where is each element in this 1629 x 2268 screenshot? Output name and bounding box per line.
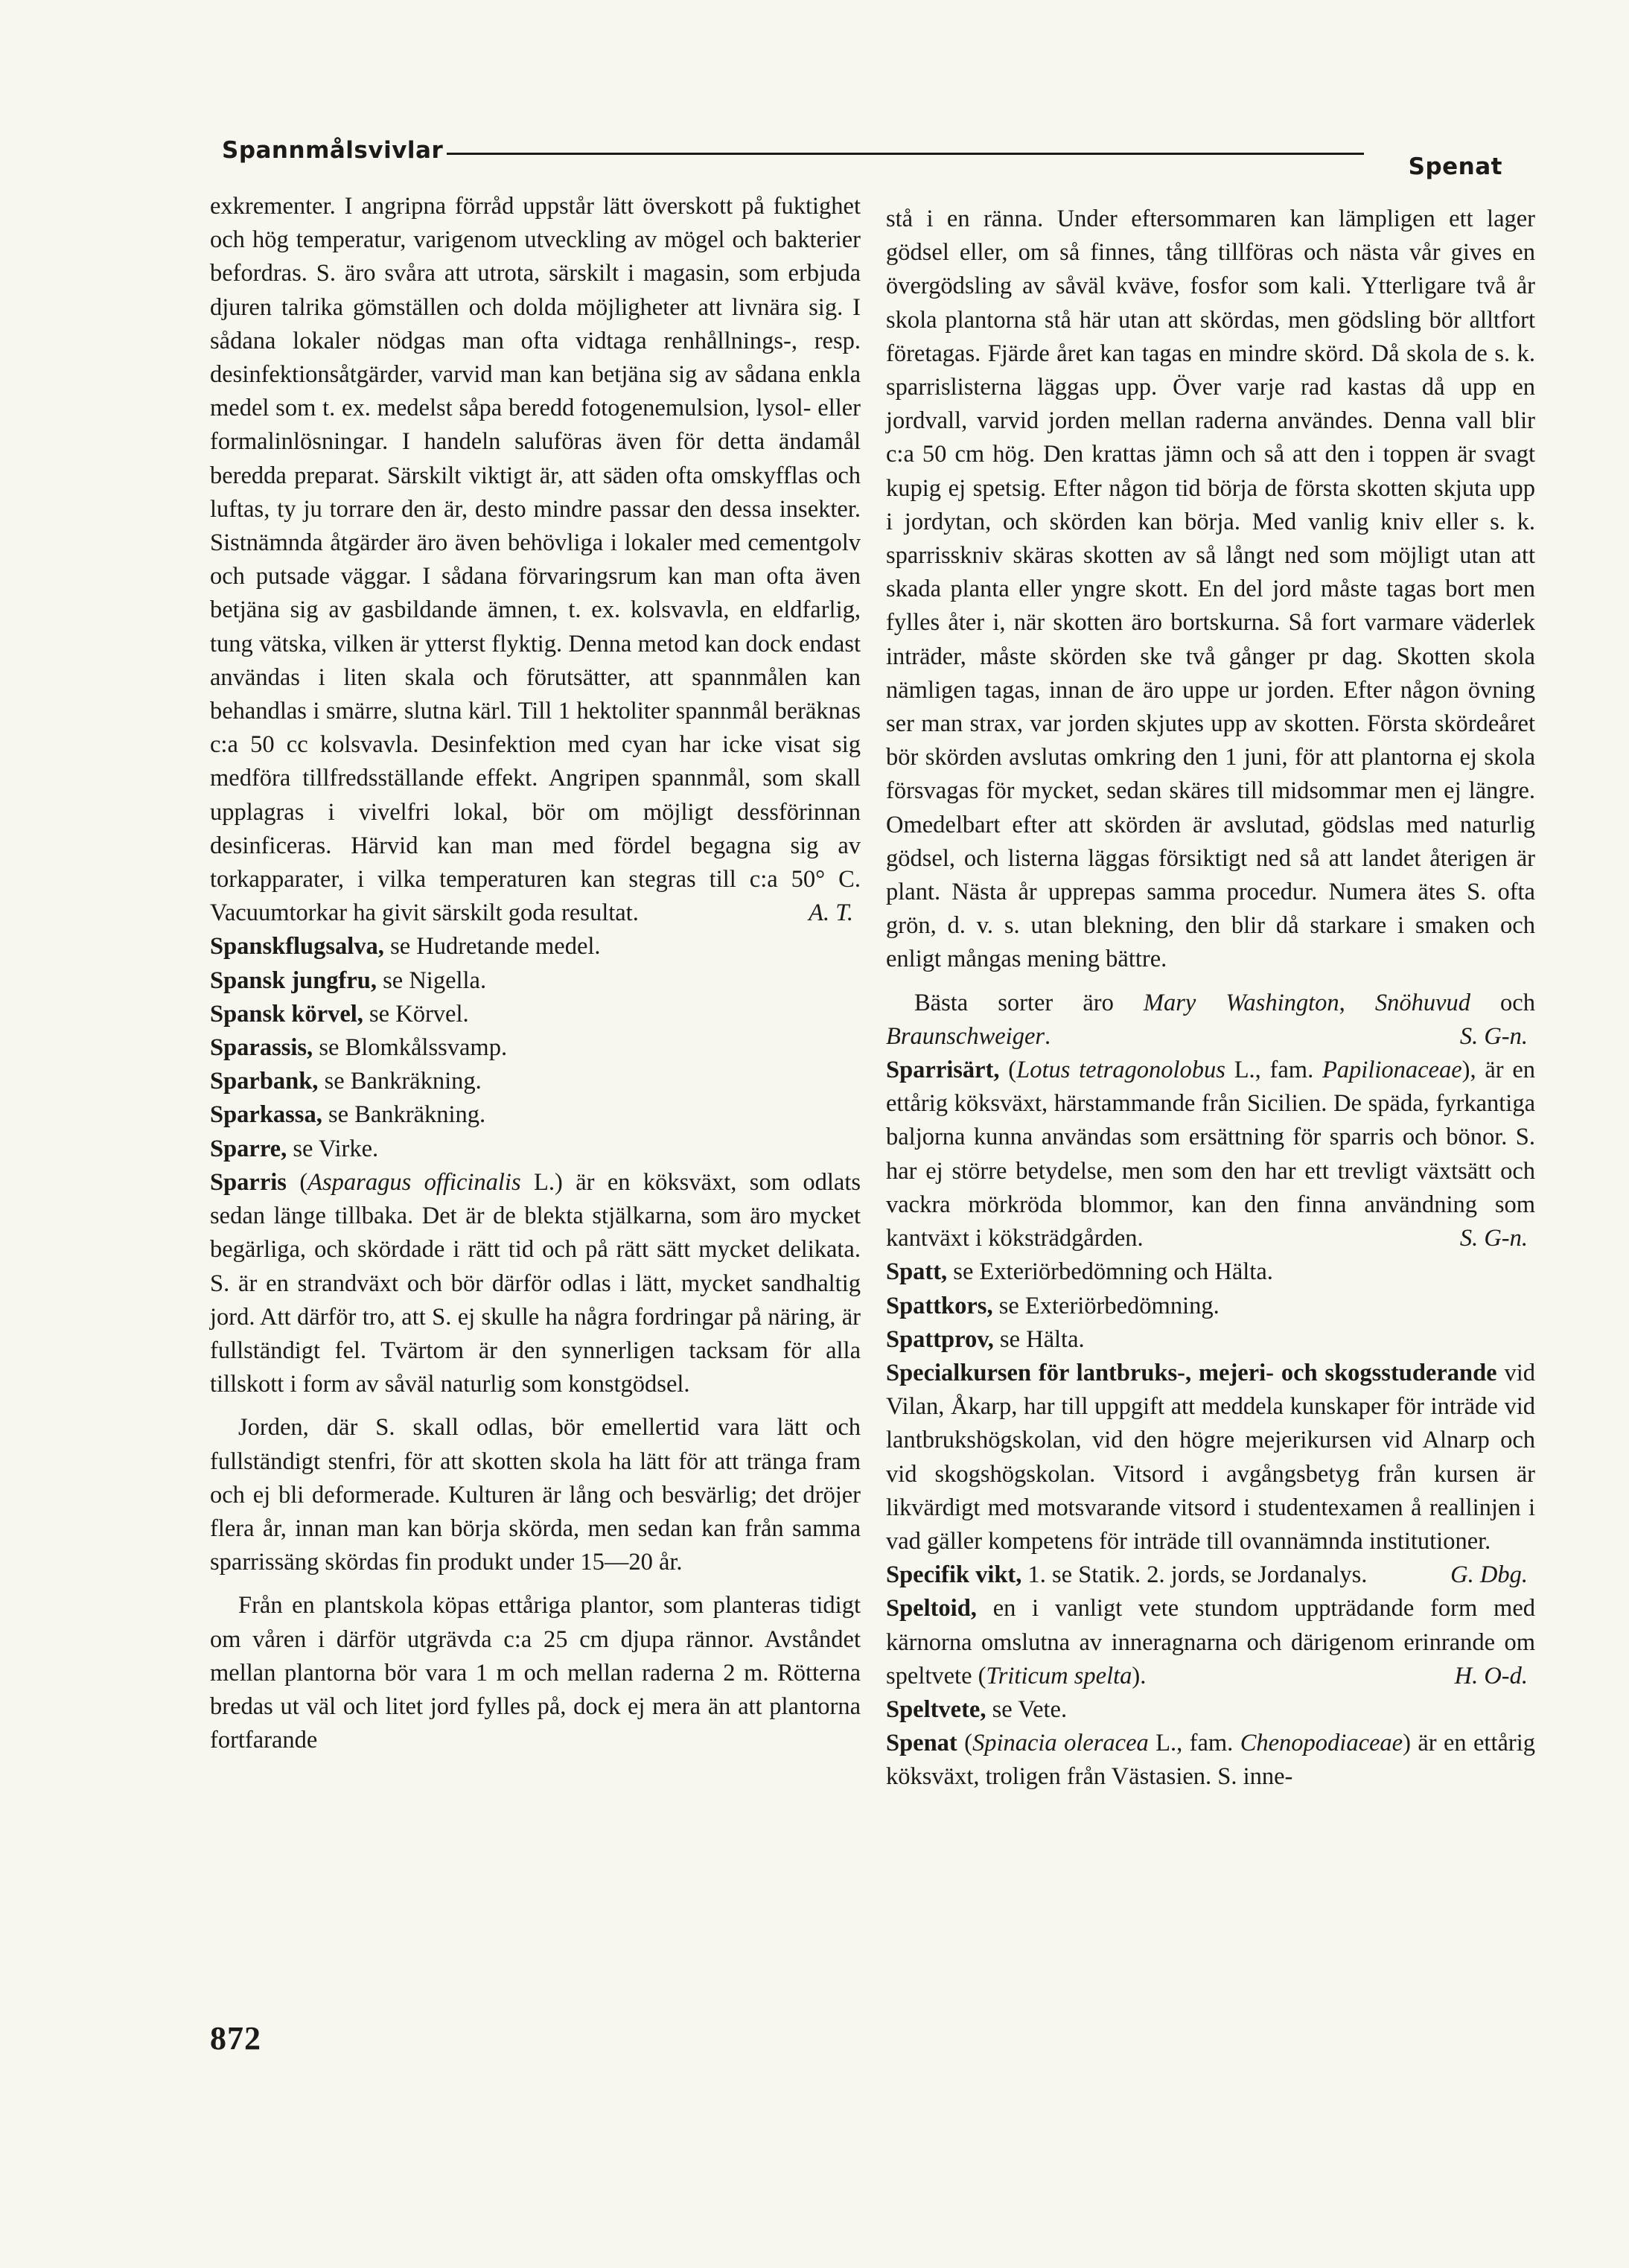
entry-spattkors: Spattkors, se Exteriörbedömning.: [886, 1292, 1220, 1319]
entry-spanskflugsalva: Spanskflugsalva, se Hudretande medel.: [210, 933, 601, 961]
entry-speltvete: Speltvete, se Vete.: [886, 1695, 1068, 1723]
header-rule: [447, 153, 1364, 155]
running-header: [222, 133, 1502, 180]
entry-sparrisart: Sparrisärt, (Lotus tetragonolobus L., fam. Papilionaceae), är en ettårig köksväxt, härstammande från Sicilien. De späda, fyrkantiga baljorna kunna användas som ersättning för sparris och bönor. S. har ej större betydelse, men som den har ett trevligt växtsätt och vackra mörkröda blommor, kan den finna användning som kantväxt i köksträdgården. S. G-n.: [886, 1054, 1535, 1255]
header-right-word: Spenat: [1408, 153, 1502, 180]
entry-specifik-vikt: Specifik vikt, 1. se Statik. 2. jords, se Jordanalys.: [886, 1561, 1368, 1589]
entry-speltoid: Speltoid, en i vanligt vete stundom uppträdande form med kärnorna omslutna av inneragnarna och därigenom erinrande om speltvete (Triticum spelta). H. O-d.: [886, 1592, 1535, 1693]
left-column: [210, 190, 861, 1757]
page-number: 872: [210, 2020, 261, 2057]
signature: G. Dbg.: [1450, 1561, 1528, 1589]
entry-spansk-korvel: Spansk körvel, se Körvel.: [210, 1000, 469, 1028]
paragraph-exkrementer: exkrementer. I angripna förråd uppstår lätt överskott på fuktighet och hög temperatur, varigenom utveckling av mögel och bakterier befordras. S. äro svåra att utrota, särskilt i magasin, som erbjuda djuren talrika gömställen och dolda möjligheter att livnära sig. I sådana lokaler nödgas man ofta vidtaga renhållnings-, resp. desinfektionsåtgärder, varvid man kan betjäna sig av sådana enkla medel som t. ex. medelst såpa beredd fotogenemulsion, lysol- eller formalinlösningar. I handeln saluföras även för detta ändamål beredda preparat. Särskilt viktigt är, att säden ofta omskyfflas och luftas, ty ju torrare den är, desto mindre passar den dessa insekter. Sistnämnda åtgärder äro även behövliga i lokaler med cementgolv och putsade väggar. I sådana förvaringsrum kan man ofta även betjäna sig av gasbildande ämnen, t. ex. kolsvavla, en eldfarlig, tung vätska, vilken är ytterst flyktig. Denna metod kan dock endast användas i liten skala och förutsätter, att spannmålen kan behandlas i smärre, slutna kärl. Till 1 hektoliter spannmål beräknas c:a 50 cc kolsvavla. Desinfektion med cyan har icke visat sig medföra tillfredsställande effekt. Angripen spannmål, som skall upplagras i vivelfri lokal, bör om möjligt dessförinnan desinficeras. Härvid kan man med fördel begagna sig av torkapparater, i vilka temperaturen kan stegras till c:a 50° C. Vacuumtorkar ha givit särskilt goda resultat. A. T.: [210, 190, 861, 930]
entry-sparbank: Sparbank, se Bankräkning.: [210, 1068, 482, 1095]
signature: S. G-n.: [1459, 1022, 1528, 1050]
signature: S. G-n.: [1459, 1225, 1528, 1252]
paragraph-plantskola: Från en plantskola köpas ettåriga plantor, som planteras tidigt om våren i därför utgrävda c:a 25 cm djupa rännor. Avståndet mellan plantorna bör vara 1 m och mellan raderna 2 m. Rötterna bredas ut väl och litet jord fylles på, dock ej mera än att plantorna fortfarande: [210, 1592, 861, 1754]
header-left-word: Spannmålsvivlar: [222, 137, 444, 164]
signature: H. O-d.: [1454, 1662, 1528, 1689]
entry-spatt: Spatt, se Exteriörbedömning och Hälta.: [886, 1258, 1273, 1286]
entry-sparris: Sparris (Asparagus officinalis L.) är en köksväxt, som odlats sedan länge tillbaka. Det är de blekta stjälkarna, som äro mycket begärliga, och skördade i rätt tid och på rätt sätt mycket delikata. S. är en strandväxt och bör därför odlas i lätt, mycket sandhaltig jord. Att därför tro, att S. ej skulle ha några fordringar på näring, är fullständigt fel. Tvärtom är den synnerligen tacksam för alla tillskott i form av såväl naturlig som konstgödsel.: [210, 1168, 861, 1398]
entry-spansk-jungfru: Spansk jungfru, se Nigella.: [210, 966, 487, 994]
entry-sparassis: Sparassis, se Blomkålssvamp.: [210, 1034, 508, 1062]
right-column: [886, 203, 1535, 1794]
entry-sparre: Sparre, se Virke.: [210, 1135, 379, 1162]
entry-spattprov: Spattprov, se Hälta.: [886, 1325, 1085, 1353]
entry-specialkursen: Specialkursen för lantbruks-, mejeri- och skogsstuderande vid Vilan, Åkarp, har till uppgift att meddela kunskaper för inträde vid lantbrukshögskolan, vid den högre mejerikursen vid Alnarp och vid skogshögskolan. Vitsord i avgångsbetyg från kursen är likvärdigt med motsvarande vitsord i studentexamen å reallinjen i vad gäller kompetens för inträde till ovannämnda institutioner. G. Dbg.: [886, 1357, 1535, 1558]
entry-spenat: Spenat (Spinacia oleracea L., fam. Chenopodiaceae) är en ettårig köksväxt, troligen från Västasien. S. inne-: [886, 1730, 1536, 1791]
signature: A. T.: [809, 899, 853, 927]
paragraph-jorden: Jorden, där S. skall odlas, bör emellertid vara lätt och fullständigt stenfri, för att skotten skola ha lätt för att tränga fram och ej bli deformerade. Kulturen är lång och besvärlig; det dröjer flera år, innan man kan börja skörda, men sedan kan från samma sparrissäng skördas fin produkt under 15—20 år.: [210, 1414, 861, 1576]
paragraph-sorter: Bästa sorter äro Mary Washington, Snöhuvud och Braunschweiger. S. G-n.: [886, 987, 1535, 1054]
entry-sparkassa: Sparkassa, se Bankräkning.: [210, 1101, 486, 1129]
paragraph-sparris-continued: stå i en ränna. Under eftersommaren kan lämpligen ett lager gödsel eller, om så finnes, tång tillföras och nästa vår gives en övergödsling av såväl kväve, fosfor som kali. Ytterligare två år skola plantorna stå här utan att skördas, men gödsling bör alltfort företagas. Fjärde året kan tagas en mindre skörd. Då skola de s. k. sparrislisterna läggas upp. Över varje rad kastas då upp en jordvall, varvid jorden mellan raderna användes. Denna vall blir c:a 50 cm hög. Den krattas jämn och så att den i toppen är svagt kupig ej spetsig. Efter någon tid börja de första skotten skjuta upp i jordytan, och skörden kan börja. Med vanlig kniv eller s. k. sparrisskniv skäras skotten av så långt ned som möjligt utan att skada planta eller yngre skott. En del jord måste tagas bort men fylles åter i, när skotten äro bortskurna. Så fort varmare väderlek inträder, måste skörden ske två gånger pr dag. Skotten skola nämligen tagas, innan de äro uppe ur jorden. Efter någon övning ser man strax, var jorden skjutes upp av skotten. Första skördeåret bör skörden avslutas omkring den 1 juni, för att plantorna ej skola försvagas för mycket, sedan skäres till midsommar men ej längre. Omedelbart efter att skörden är avslutad, gödslas med naturlig gödsel, och listerna läggas försiktigt ned så att landet återigen är plant. Nästa år upprepas samma procedur. Numera ätes S. ofta grön, d. v. s. utan blekning, den blir då starkare i smaken och enligt mångas mening bättre.: [886, 206, 1535, 973]
